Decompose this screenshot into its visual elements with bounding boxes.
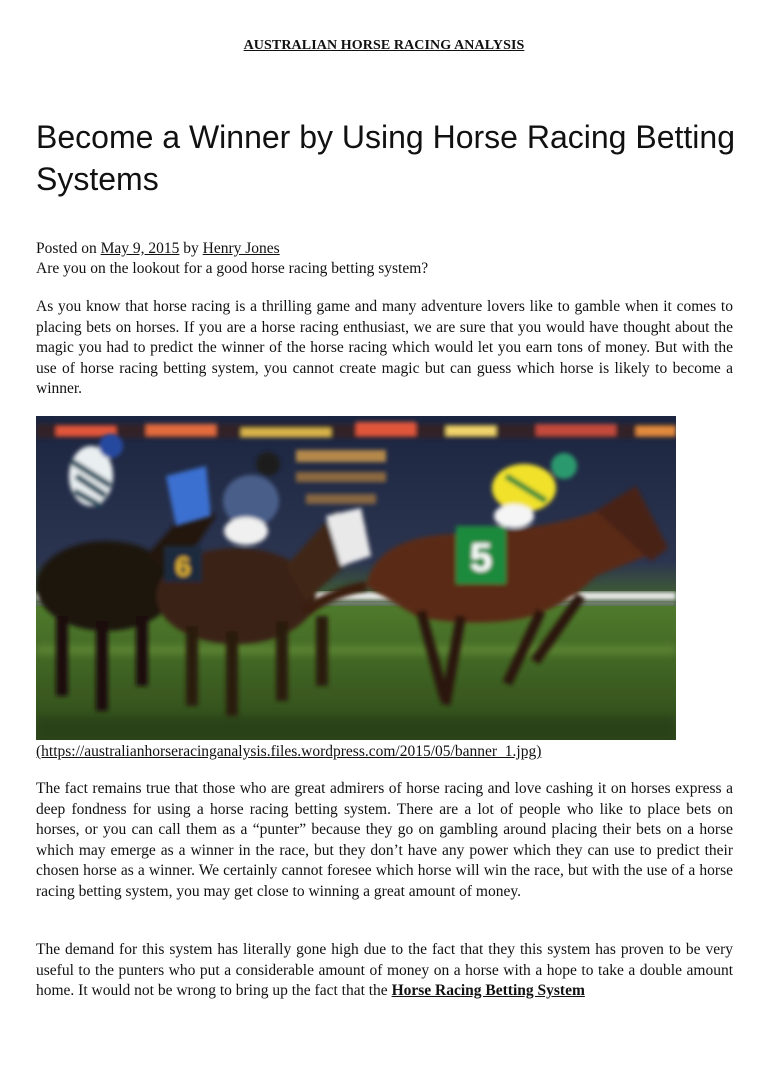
site-title-link[interactable]: AUSTRALIAN HORSE RACING ANALYSIS xyxy=(243,38,525,53)
by-label: by xyxy=(183,240,199,257)
horse-racing-illustration xyxy=(36,416,676,740)
saddle-number-6: 6 xyxy=(175,551,191,582)
horse-racing-image[interactable] xyxy=(36,416,676,740)
paragraph-3-text: The demand for this system has literally gone high due to the fact that they this system has proven to be very useful to the punters who put a considerable amount of money on a horse with a hope to take a double amount home. It would not be wrong to bring up the fact that the xyxy=(36,941,733,1000)
paragraph-2: The fact remains true that those who are great admirers of horse racing and love cashing it on horses express a deep fondness for using a horse racing betting system. There are a lot of people who like to place bets on horses, or you can call them as a “punter” because they go on gambling around placing their bets on a horse which may emerge as a winner in the race, but they don’t have any power which they can use to predict their chosen horse as a winner. We certainly cannot foresee which horse will win the race, but with the use of a horse racing betting system, you may get close to winning a great amount of money. xyxy=(36,780,733,900)
intro-text: Are you on the lookout for a good horse racing betting system? xyxy=(36,260,429,277)
post-date-link[interactable]: May 9, 2015 xyxy=(100,240,180,257)
post-meta xyxy=(36,239,736,279)
post-title: Become a Winner by Using Horse Racing Betting Systems xyxy=(36,119,735,197)
image-caption-link[interactable]: (https://australianhorseracinganalysis.files.wordpress.com/2015/05/banner_1.jpg) xyxy=(36,743,542,760)
posted-on-label: Posted on xyxy=(36,240,97,257)
author-link[interactable]: Henry Jones xyxy=(202,240,280,257)
saddle-number-5: 5 xyxy=(469,536,493,580)
betting-system-link[interactable]: Horse Racing Betting System xyxy=(391,982,585,1000)
paragraph-1: As you know that horse racing is a thrilling game and many adventure lovers like to gamble when it comes to placing bets on horses. If you are a horse racing enthusiast, we are sure that you would have thought about the magic you had to predict the winner of the horse racing which would let you earn tons of money. But with the use of horse racing betting system, you cannot create magic but can guess which horse is likely to become a winner. xyxy=(36,298,733,398)
paragraph-3 xyxy=(36,940,733,1002)
